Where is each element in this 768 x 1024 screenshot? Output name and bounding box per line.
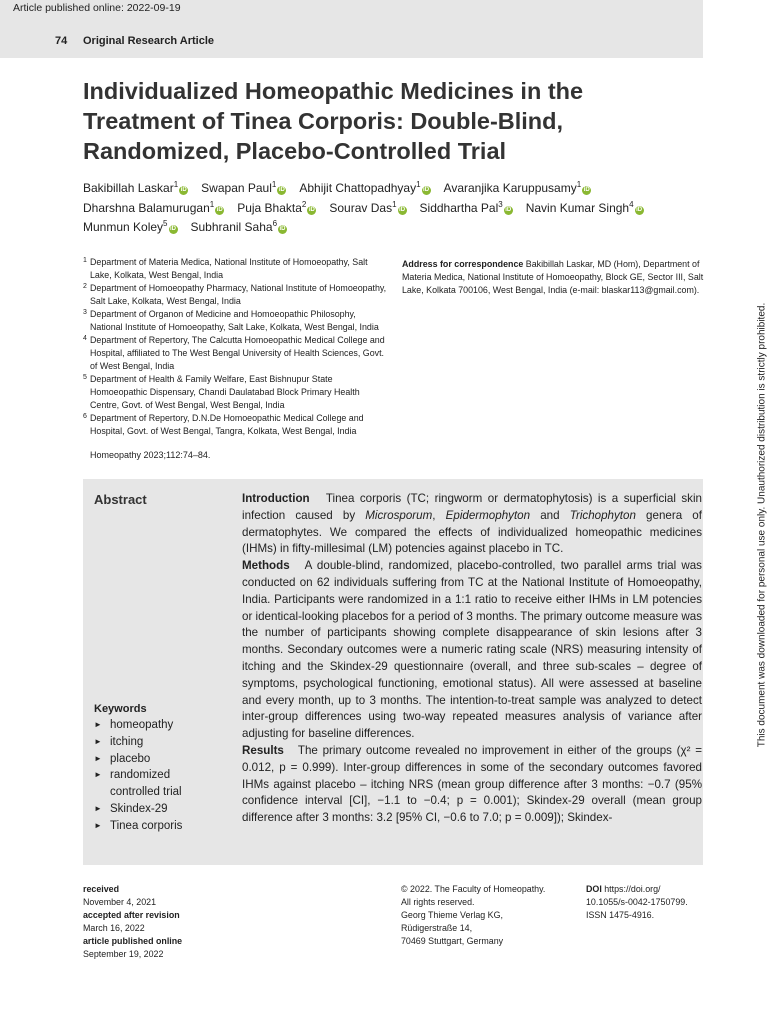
author: [201, 179, 286, 199]
triangle-bullet-icon: ►: [94, 770, 102, 780]
copyright-line-3: Georg Thieme Verlag KG,: [401, 910, 503, 920]
issn: ISSN 1475-4916.: [586, 910, 655, 920]
triangle-bullet-icon: ►: [94, 820, 102, 830]
methods-label: Methods: [242, 559, 290, 573]
author-affiliation-number: 1: [271, 180, 277, 189]
affiliation-list: [83, 256, 389, 438]
affiliation-text: Department of Health & Family Welfare, East Bishnupur State Homoeopathic Dispensary, Chandi Daulatabad Block Primary Health Centre, Govt. of West Bengal, West Bengal, India: [90, 374, 360, 410]
orcid-icon[interactable]: iD: [399, 206, 406, 213]
affiliation-number: 1: [83, 257, 87, 264]
affiliation-text: Department of Repertory, The Calcutta Homoeopathic Medical College and Hospital, affiliated to The West Bengal University of Health Sciences, Govt. of West Bengal, India: [90, 335, 385, 371]
doi-block: [586, 883, 706, 922]
keyword-item: [94, 717, 214, 734]
affiliation-number: 3: [83, 309, 87, 316]
affiliation-text: Department of Homoeopathy Pharmacy, National Institute of Homoeopathy, Salt Lake, Kolkata, West Bengal, India: [90, 283, 387, 306]
doi-label: DOI: [586, 884, 602, 894]
intro-text-2: genera of dermatophytes. We compared the effects of individualized homeopathic medicines (IHMs) in fifty-millesimal (LM) potencies against placebo in TC.: [242, 508, 702, 556]
author-affiliation-number: 6: [272, 219, 278, 228]
affiliation: [83, 256, 389, 282]
author: [329, 199, 406, 219]
genus-epidermophyton: Epidermophyton: [445, 508, 531, 522]
genus-microsporum: Microsporum: [365, 508, 433, 522]
triangle-bullet-icon: ►: [94, 736, 102, 746]
affiliation-text: Department of Organon of Medicine and Homoeopathic Philosophy, National Institute of Homoeopathy, Salt Lake, Kolkata, West Bengal, India: [90, 309, 379, 332]
keyword-item: [94, 734, 214, 751]
keyword-text: placebo: [110, 752, 151, 765]
article-title: Individualized Homeopathic Medicines in the Treatment of Tinea Corporis: Double-Blind, Randomized, Placebo-Controlled Trial: [83, 78, 584, 164]
author-list: [83, 179, 703, 238]
orcid-icon[interactable]: iD: [308, 206, 315, 213]
orcid-icon[interactable]: iD: [423, 187, 430, 193]
author-affiliation-number: 1: [209, 199, 215, 209]
copyright-line-1: © 2022. The Faculty of Homeopathy.: [401, 884, 546, 894]
genus-trichophyton: Trichophyton: [569, 508, 636, 522]
orcid-icon[interactable]: iD: [278, 187, 285, 193]
author-name: Abhijit Chattopadhyay: [299, 181, 417, 195]
orcid-icon[interactable]: iD: [180, 187, 187, 193]
page-number: 74: [55, 35, 68, 47]
keyword-text: randomized controlled trial: [110, 769, 182, 799]
affiliation-number: 4: [83, 335, 87, 342]
author-name: Siddhartha Pal: [419, 200, 499, 215]
keyword-item: [94, 751, 214, 768]
author-name: Sourav Das: [329, 200, 393, 215]
copyright-line-4: Rüdigerstraße 14,: [401, 923, 473, 933]
author-affiliation-number: 4: [629, 199, 634, 209]
author-name: Munmun Koley: [83, 220, 164, 234]
author: [299, 179, 430, 199]
author: [526, 199, 644, 219]
author-name: Subhranil Saha: [190, 220, 273, 234]
abstract-heading: Abstract: [94, 492, 147, 507]
keywords-list: [94, 717, 214, 835]
keywords-heading: Keywords: [94, 703, 147, 715]
copyright-line-5: 70469 Stuttgart, Germany: [401, 936, 504, 946]
intro-label: Introduction: [242, 492, 310, 505]
copyright-line-2: All rights reserved.: [401, 897, 475, 907]
affiliation: [83, 373, 389, 412]
keyword-text: itching: [110, 735, 144, 748]
triangle-bullet-icon: ►: [94, 720, 102, 729]
author: [420, 199, 513, 219]
affiliation: [83, 334, 389, 373]
author: [83, 179, 188, 199]
affiliation: [83, 412, 389, 438]
author-name: Bakibillah Laskar: [83, 181, 174, 195]
affiliation-number: 2: [83, 283, 87, 290]
methods-text: A double-blind, randomized, placebo-controlled, two parallel arms trial was conducted on 62 individuals suffering from TC at the National Institute of Homoeopathy, India. Participants were randomized in a 1:1 ratio to receive either IHMs in LM potencies or identical-looking placebos for a period of 3 months. The primary outcome measure was the number of participants showing complete disappearance of skin lesions after 3 months. Secondary outcomes were a numeric rating scale (NRS) measuring intensity of itching and the Skindex-29 questionnaire (overall, and three sub-scales – degree of symptoms, psychological functioning, emotional status). All were assessed at baseline and every month, up to 3 months. The intention-to-treat sample was analyzed to detect inter-group differences using two-way repeated measures analysis of variance after adjusting for baseline differences.: [242, 559, 702, 741]
affiliation-number: 6: [83, 413, 87, 420]
section-label: Original Research Article: [83, 35, 215, 47]
received-date: November 4, 2021: [83, 897, 157, 907]
author: [237, 199, 316, 219]
keyword-text: homeopathy: [110, 719, 174, 731]
author-affiliation-number: 1: [392, 199, 397, 209]
results-label: Results: [242, 743, 284, 757]
results-text: The primary outcome revealed no improvement in either of the groups (χ² = 0.012, p = 0.999). Inter-group differences in some of the secondary outcomes favored IHMs against placebo – itching NRS (mean group difference after 3 months: −0.7 (95% confidence interval [CI], −1.1 to −0.4; p = 0.001); Skindex-29 overall (mean group difference after 3 months: 3.2 [95% CI, −0.6 to 7.0; p = 0.009]); Skindex-: [242, 743, 702, 825]
author-name: Dharshna Balamurugan: [83, 200, 210, 215]
intro-text-1: Tinea corporis (TC; ringworm or dermatophytosis) is a superficial skin infection caused by: [242, 492, 702, 522]
published-online-note: Article published online: 2022-09-19: [13, 2, 181, 14]
published-label: article published online: [83, 936, 183, 946]
affiliation-number: 5: [83, 374, 87, 381]
affiliation: [83, 308, 389, 334]
author-affiliation-number: 1: [576, 180, 582, 189]
author-affiliation-number: 2: [301, 199, 307, 209]
orcid-icon[interactable]: iD: [505, 206, 512, 213]
triangle-bullet-icon: ►: [94, 803, 102, 813]
correspondence-text: Bakibillah Laskar, MD (Hom), Department of Materia Medica, National Institute of Homoeopathy, Block GE, Sector III, Salt Lake, Kolkata 700106, West Bengal, India (e-mail: blaskar113@gmail.com).: [402, 259, 704, 295]
orcid-icon[interactable]: iD: [216, 206, 223, 213]
intro-sep-1: ,: [432, 508, 446, 522]
published-date: September 19, 2022: [83, 949, 164, 959]
orcid-icon[interactable]: iD: [279, 226, 286, 232]
author-affiliation-number: 3: [498, 199, 503, 209]
orcid-icon[interactable]: iD: [170, 226, 176, 232]
orcid-icon[interactable]: iD: [636, 206, 643, 213]
keyword-text: Skindex-29: [110, 802, 168, 815]
citation: Homeopathy 2023;112:74–84.: [90, 450, 211, 460]
keyword-item: [94, 818, 214, 835]
author: [444, 179, 592, 199]
author-name: Swapan Paul: [201, 181, 272, 195]
author-name: Avaranjika Karuppusamy: [443, 181, 577, 195]
intro-sep-2: and: [530, 508, 570, 522]
accepted-date: March 16, 2022: [83, 923, 145, 933]
author: [191, 218, 288, 238]
received-label: received: [83, 884, 120, 894]
dates-block: [83, 883, 243, 961]
author: [83, 199, 224, 219]
author-affiliation-number: 1: [416, 180, 421, 189]
author-name: Navin Kumar Singh: [525, 200, 630, 215]
affiliation: [83, 282, 389, 308]
download-notice-text: This document was downloaded for personal use only. Unauthorized distribution is strictly prohibited.: [756, 302, 768, 748]
keyword-item: [94, 767, 214, 801]
correspondence: [402, 258, 704, 297]
affiliation-text: Department of Repertory, D.N.De Homoeopathic Medical College and Hospital, Govt. of West Bengal, Tangra, Kolkata, West Bengal, India: [90, 413, 364, 436]
author-name: Puja Bhakta: [237, 200, 302, 215]
accepted-label: accepted after revision: [83, 910, 180, 920]
doi-link-2[interactable]: 10.1055/s-0042-1750799.: [586, 897, 688, 907]
copyright-block: [401, 883, 576, 948]
triangle-bullet-icon: ►: [94, 753, 102, 763]
keyword-text: Tinea corporis: [110, 819, 183, 832]
doi-link-1[interactable]: https://doi.org/: [604, 884, 661, 894]
abstract-text: [242, 491, 702, 827]
correspondence-label: Address for correspondence: [402, 259, 524, 269]
affiliation-text: Department of Materia Medica, National Institute of Homoeopathy, Salt Lake, Kolkata, West Bengal, India: [90, 257, 368, 280]
download-notice: [748, 280, 768, 770]
author-affiliation-number: 1: [173, 180, 179, 189]
author-affiliation-number: 5: [163, 219, 168, 228]
keyword-item: [94, 801, 214, 818]
orcid-icon[interactable]: iD: [583, 187, 590, 193]
author: [83, 218, 178, 238]
